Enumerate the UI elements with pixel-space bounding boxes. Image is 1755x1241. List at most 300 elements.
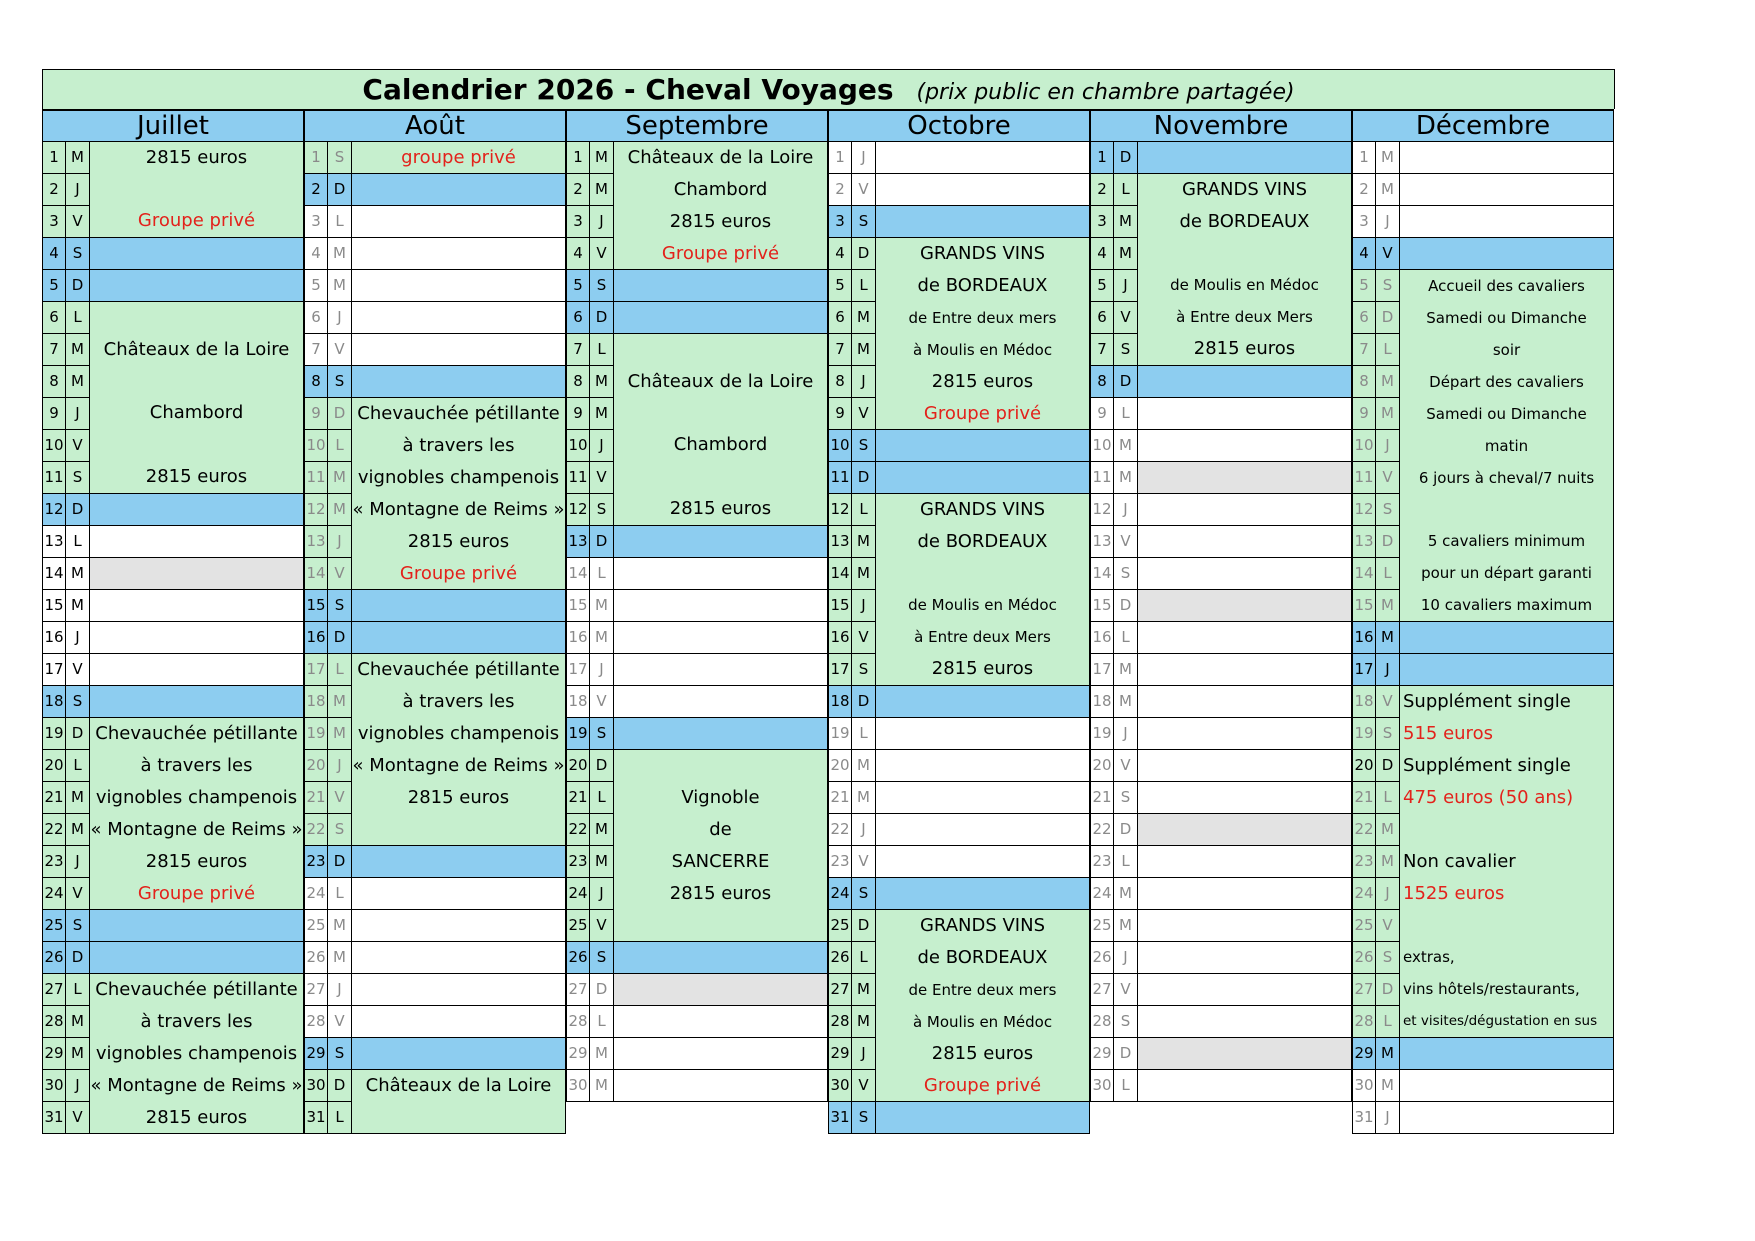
day-number: 26 xyxy=(1352,942,1376,974)
day-number: 25 xyxy=(1352,910,1376,942)
day-number: 15 xyxy=(304,590,328,622)
event-block xyxy=(90,718,304,910)
event-text: 2815 euros xyxy=(145,851,248,872)
day-of-week: V xyxy=(66,878,90,910)
event-text xyxy=(876,174,1089,205)
event-text xyxy=(1138,526,1351,557)
day-number: 4 xyxy=(566,238,590,270)
day-number: 19 xyxy=(304,718,328,750)
day-number: 23 xyxy=(828,846,852,878)
event-text xyxy=(352,1038,565,1069)
empty-day-cell xyxy=(876,462,1090,494)
event-text: à travers les xyxy=(140,755,253,776)
event-text xyxy=(1138,942,1351,973)
day-number: 27 xyxy=(42,974,66,1006)
empty-day-cell xyxy=(1138,366,1352,398)
day-of-week: L xyxy=(1114,1070,1138,1102)
day-number: 28 xyxy=(42,1006,66,1038)
empty-day-cell xyxy=(1138,590,1352,622)
day-number: 10 xyxy=(42,430,66,462)
day-of-week: D xyxy=(328,846,352,878)
empty-day-cell xyxy=(1400,142,1614,174)
event-block xyxy=(876,910,1090,1102)
event-text: GRANDS VINS xyxy=(919,915,1046,936)
event-text: SANCERRE xyxy=(671,850,770,872)
event-text xyxy=(352,622,565,653)
day-of-week: J xyxy=(328,302,352,334)
day-number: 18 xyxy=(566,686,590,718)
event-text xyxy=(1138,494,1351,525)
event-text xyxy=(876,718,1089,749)
event-block xyxy=(1400,686,1614,1038)
day-of-week: M xyxy=(66,814,90,846)
empty-day-cell xyxy=(614,942,828,974)
month-header: Septembre xyxy=(566,109,828,142)
empty-day-cell xyxy=(614,590,828,622)
day-of-week: M xyxy=(328,942,352,974)
day-number: 21 xyxy=(566,782,590,814)
event-text xyxy=(1138,878,1351,909)
empty-day-cell xyxy=(876,1102,1090,1134)
day-of-week: L xyxy=(328,1102,352,1134)
day-number: 10 xyxy=(1352,430,1376,462)
event-text: de Moulis en Médoc xyxy=(908,596,1057,614)
day-of-week: V xyxy=(328,558,352,590)
empty-day-cell xyxy=(90,654,304,686)
day-number: 27 xyxy=(1090,974,1114,1006)
day-number: 22 xyxy=(1090,814,1114,846)
day-of-week: V xyxy=(328,1006,352,1038)
event-text xyxy=(876,782,1089,813)
day-of-week: L xyxy=(590,558,614,590)
empty-day-cell xyxy=(1138,654,1352,686)
day-of-week: L xyxy=(1114,846,1138,878)
event-text: Chevauchée pétillante xyxy=(357,659,560,680)
event-text: à Entre deux Mers xyxy=(1176,308,1313,326)
day-number: 29 xyxy=(1352,1038,1376,1070)
event-text: vignobles champenois xyxy=(95,1043,298,1064)
event-text: « Montagne de Reims » xyxy=(352,499,565,520)
event-text xyxy=(614,590,827,621)
event-text xyxy=(1400,238,1613,269)
empty-day-cell xyxy=(614,302,828,334)
day-of-week: J xyxy=(66,174,90,206)
day-of-week: J xyxy=(852,142,876,174)
day-of-week: D xyxy=(852,462,876,494)
day-of-week: M xyxy=(328,494,352,526)
day-of-week: M xyxy=(1376,398,1400,430)
day-number: 14 xyxy=(304,558,328,590)
day-of-week: L xyxy=(66,974,90,1006)
day-number: 2 xyxy=(828,174,852,206)
day-of-week: S xyxy=(66,686,90,718)
day-number: 11 xyxy=(828,462,852,494)
day-number: 28 xyxy=(1352,1006,1376,1038)
day-number: 5 xyxy=(828,270,852,302)
empty-day-cell xyxy=(352,910,566,942)
day-number: 16 xyxy=(42,622,66,654)
day-number: 6 xyxy=(566,302,590,334)
day-number: 30 xyxy=(42,1070,66,1102)
event-text: Châteaux de la Loire xyxy=(627,147,814,168)
event-text: Supplément single xyxy=(1403,691,1571,712)
day-of-week: M xyxy=(590,814,614,846)
day-of-week: J xyxy=(328,526,352,558)
day-number: 24 xyxy=(566,878,590,910)
day-number: 26 xyxy=(42,942,66,974)
day-of-week: L xyxy=(66,302,90,334)
day-number: 7 xyxy=(566,334,590,366)
empty-day-cell xyxy=(1138,1006,1352,1038)
event-text: Groupe privé xyxy=(137,210,256,231)
event-block xyxy=(614,142,828,270)
event-text xyxy=(614,558,827,589)
day-of-week: S xyxy=(328,590,352,622)
day-number: 11 xyxy=(304,462,328,494)
event-text xyxy=(90,366,303,398)
day-number: 17 xyxy=(304,654,328,686)
event-text xyxy=(352,846,565,877)
day-of-week: M xyxy=(66,334,90,366)
day-of-week: S xyxy=(852,430,876,462)
day-number: 8 xyxy=(566,366,590,398)
day-of-week: J xyxy=(852,366,876,398)
day-number: 25 xyxy=(1090,910,1114,942)
day-number: 11 xyxy=(1352,462,1376,494)
day-of-week: S xyxy=(590,494,614,526)
day-number: 11 xyxy=(1090,462,1114,494)
day-number: 8 xyxy=(1352,366,1376,398)
event-block xyxy=(90,142,304,238)
day-number: 26 xyxy=(566,942,590,974)
day-of-week: D xyxy=(66,270,90,302)
day-of-week: D xyxy=(852,238,876,270)
day-of-week: V xyxy=(590,462,614,494)
day-number: 7 xyxy=(304,334,328,366)
event-text: Départ des cavaliers xyxy=(1429,373,1584,391)
event-text xyxy=(1138,622,1351,653)
empty-day-cell xyxy=(1138,1070,1352,1102)
day-number: 3 xyxy=(1352,206,1376,238)
day-of-week: M xyxy=(1376,590,1400,622)
day-of-week: V xyxy=(66,430,90,462)
empty-day-cell xyxy=(352,878,566,910)
day-number: 3 xyxy=(42,206,66,238)
day-of-week: M xyxy=(590,398,614,430)
event-text: 6 jours à cheval/7 nuits xyxy=(1418,469,1595,487)
month-header: Décembre xyxy=(1352,109,1614,142)
day-of-week: S xyxy=(852,1102,876,1134)
event-text: de Moulis en Médoc xyxy=(1170,276,1319,294)
empty-day-cell xyxy=(614,622,828,654)
day-of-week: S xyxy=(328,814,352,846)
event-text xyxy=(614,974,827,1005)
event-text: Châteaux de la Loire xyxy=(103,338,290,360)
day-of-week: D xyxy=(590,750,614,782)
day-of-week: J xyxy=(590,878,614,910)
event-text xyxy=(1138,1006,1351,1037)
event-text xyxy=(1138,974,1351,1005)
empty-day-cell xyxy=(1400,238,1614,270)
day-number: 28 xyxy=(1090,1006,1114,1038)
event-block xyxy=(1138,174,1352,366)
day-number: 12 xyxy=(304,494,328,526)
day-number: 16 xyxy=(566,622,590,654)
day-number: 24 xyxy=(304,878,328,910)
day-of-week: L xyxy=(1376,558,1400,590)
event-text xyxy=(90,174,303,205)
day-number: 26 xyxy=(1090,942,1114,974)
day-of-week: M xyxy=(852,526,876,558)
event-text: de Entre deux mers xyxy=(908,981,1057,999)
day-of-week: J xyxy=(1114,718,1138,750)
empty-day-cell xyxy=(614,1070,828,1102)
day-number: 1 xyxy=(828,142,852,174)
event-text xyxy=(1138,142,1351,173)
event-text: Chevauchée pétillante xyxy=(95,979,298,1000)
day-number: 2 xyxy=(304,174,328,206)
day-of-week: M xyxy=(66,782,90,814)
event-text xyxy=(352,814,565,845)
empty-day-cell xyxy=(352,334,566,366)
day-of-week: J xyxy=(590,430,614,462)
day-of-week: M xyxy=(590,1038,614,1070)
empty-day-cell xyxy=(1400,1102,1614,1134)
day-of-week: L xyxy=(328,206,352,238)
day-number: 24 xyxy=(42,878,66,910)
day-number: 23 xyxy=(1352,846,1376,878)
day-number: 27 xyxy=(304,974,328,1006)
day-number: 23 xyxy=(42,846,66,878)
day-number: 13 xyxy=(1090,526,1114,558)
day-number: 4 xyxy=(1352,238,1376,270)
empty-day-cell xyxy=(1138,398,1352,430)
event-text xyxy=(1138,654,1351,685)
day-of-week: M xyxy=(852,974,876,1006)
event-text xyxy=(90,526,303,557)
empty-day-cell xyxy=(352,302,566,334)
day-of-week: M xyxy=(328,270,352,302)
event-text xyxy=(1138,910,1351,941)
event-text xyxy=(352,270,565,301)
month-header: Août xyxy=(304,109,566,142)
day-number: 1 xyxy=(42,142,66,174)
empty-day-cell xyxy=(1138,910,1352,942)
event-text xyxy=(876,814,1089,845)
day-of-week: V xyxy=(1114,974,1138,1006)
empty-day-cell xyxy=(1138,526,1352,558)
event-text xyxy=(90,654,303,685)
day-of-week: M xyxy=(1114,462,1138,494)
event-text: GRANDS VINS xyxy=(919,499,1046,520)
empty-day-cell xyxy=(614,974,828,1006)
day-of-week: L xyxy=(1114,398,1138,430)
day-of-week: M xyxy=(1114,238,1138,270)
empty-day-cell xyxy=(352,1038,566,1070)
empty-day-cell xyxy=(352,590,566,622)
day-number: 4 xyxy=(828,238,852,270)
event-text xyxy=(90,270,303,301)
event-text: GRANDS VINS xyxy=(1181,179,1308,200)
empty-day-cell xyxy=(352,366,566,398)
day-of-week: M xyxy=(66,1006,90,1038)
empty-day-cell xyxy=(1400,174,1614,206)
day-number: 12 xyxy=(1352,494,1376,526)
day-of-week: M xyxy=(1114,654,1138,686)
event-text: de BORDEAUX xyxy=(917,947,1048,968)
event-block xyxy=(614,334,828,526)
event-text xyxy=(1138,1070,1351,1101)
day-of-week: J xyxy=(852,1038,876,1070)
day-number: 2 xyxy=(1090,174,1114,206)
event-text xyxy=(1138,398,1351,429)
day-of-week: M xyxy=(1376,1038,1400,1070)
event-text xyxy=(614,334,827,366)
event-text xyxy=(90,686,303,717)
day-number: 22 xyxy=(1352,814,1376,846)
event-text: 2815 euros xyxy=(669,498,772,520)
day-number: 3 xyxy=(1090,206,1114,238)
event-text: de xyxy=(709,818,732,840)
day-number: 6 xyxy=(828,302,852,334)
day-of-week: M xyxy=(328,462,352,494)
event-block xyxy=(614,750,828,942)
empty-day-cell xyxy=(614,1038,828,1070)
day-of-week: D xyxy=(66,718,90,750)
day-number: 7 xyxy=(42,334,66,366)
day-of-week: M xyxy=(1376,846,1400,878)
day-of-week: L xyxy=(852,270,876,302)
day-number: 27 xyxy=(566,974,590,1006)
empty-day-cell xyxy=(352,622,566,654)
day-of-week: M xyxy=(1376,366,1400,398)
event-text: et visites/dégustation en sus xyxy=(1403,1013,1598,1029)
event-text: 10 cavaliers maximum xyxy=(1420,596,1593,614)
event-text xyxy=(614,398,827,430)
day-number: 30 xyxy=(828,1070,852,1102)
event-text xyxy=(90,942,303,973)
day-of-week: L xyxy=(66,750,90,782)
event-text xyxy=(1138,238,1351,269)
event-text: Non cavalier xyxy=(1403,850,1516,872)
event-text: de BORDEAUX xyxy=(917,531,1048,552)
day-number: 14 xyxy=(1090,558,1114,590)
day-of-week: S xyxy=(328,142,352,174)
day-number: 17 xyxy=(42,654,66,686)
empty-day-cell xyxy=(614,1006,828,1038)
event-block xyxy=(876,238,1090,430)
day-number: 30 xyxy=(1090,1070,1114,1102)
day-number: 15 xyxy=(1352,590,1376,622)
empty-day-cell xyxy=(90,686,304,718)
day-number: 30 xyxy=(304,1070,328,1102)
day-number: 17 xyxy=(566,654,590,686)
event-text xyxy=(352,174,565,205)
event-text xyxy=(352,366,565,397)
day-number: 25 xyxy=(304,910,328,942)
event-text: Groupe privé xyxy=(137,883,256,904)
event-text: 2815 euros xyxy=(669,882,772,904)
day-number: 19 xyxy=(42,718,66,750)
day-number: 23 xyxy=(304,846,328,878)
day-of-week: L xyxy=(852,494,876,526)
day-number: 6 xyxy=(1090,302,1114,334)
day-of-week: J xyxy=(590,206,614,238)
day-number: 30 xyxy=(566,1070,590,1102)
day-of-week: L xyxy=(590,1006,614,1038)
day-number: 20 xyxy=(828,750,852,782)
event-block xyxy=(352,398,566,590)
day-number: 29 xyxy=(828,1038,852,1070)
empty-day-cell xyxy=(876,686,1090,718)
event-text xyxy=(1400,910,1613,942)
event-text xyxy=(90,622,303,653)
empty-day-cell xyxy=(876,782,1090,814)
day-of-week: S xyxy=(1376,494,1400,526)
day-number: 21 xyxy=(42,782,66,814)
event-text: Châteaux de la Loire xyxy=(365,1075,552,1096)
event-text: Groupe privé xyxy=(923,403,1042,424)
day-number: 13 xyxy=(1352,526,1376,558)
event-text: Groupe privé xyxy=(923,1075,1042,1096)
day-number: 14 xyxy=(828,558,852,590)
empty-day-cell xyxy=(876,174,1090,206)
day-of-week: V xyxy=(852,622,876,654)
day-number: 21 xyxy=(1090,782,1114,814)
day-of-week: V xyxy=(66,1102,90,1134)
day-of-week: L xyxy=(66,526,90,558)
event-text: 475 euros (50 ans) xyxy=(1403,787,1574,808)
day-of-week: V xyxy=(1114,302,1138,334)
day-number: 10 xyxy=(566,430,590,462)
event-text xyxy=(614,1038,827,1069)
day-of-week: L xyxy=(852,942,876,974)
day-number: 29 xyxy=(304,1038,328,1070)
empty-day-cell xyxy=(876,846,1090,878)
day-number: 6 xyxy=(42,302,66,334)
event-text xyxy=(614,302,827,333)
event-text xyxy=(614,654,827,685)
day-of-week: S xyxy=(1376,270,1400,302)
event-text xyxy=(1138,782,1351,813)
event-text: groupe privé xyxy=(401,147,516,168)
day-number: 17 xyxy=(1090,654,1114,686)
empty-day-cell xyxy=(352,238,566,270)
day-number: 14 xyxy=(1352,558,1376,590)
empty-day-cell xyxy=(1400,206,1614,238)
day-of-week: D xyxy=(1114,366,1138,398)
event-text xyxy=(90,910,303,941)
event-text xyxy=(1400,494,1613,525)
day-of-week: L xyxy=(590,334,614,366)
day-of-week: V xyxy=(1376,910,1400,942)
event-text: 2815 euros xyxy=(145,1107,248,1128)
empty-day-cell xyxy=(1138,846,1352,878)
event-text xyxy=(1138,718,1351,749)
day-of-week: D xyxy=(328,174,352,206)
day-number: 31 xyxy=(828,1102,852,1134)
day-of-week: J xyxy=(1376,654,1400,686)
empty-day-cell xyxy=(1400,654,1614,686)
empty-day-cell xyxy=(614,654,828,686)
day-of-week: M xyxy=(1376,814,1400,846)
day-of-week: J xyxy=(1376,1102,1400,1134)
day-number: 8 xyxy=(828,366,852,398)
event-text: à travers les xyxy=(140,1011,253,1032)
event-text: de BORDEAUX xyxy=(1179,211,1310,232)
page-subtitle: (prix public en chambre partagée) xyxy=(916,80,1295,105)
day-number: 28 xyxy=(304,1006,328,1038)
